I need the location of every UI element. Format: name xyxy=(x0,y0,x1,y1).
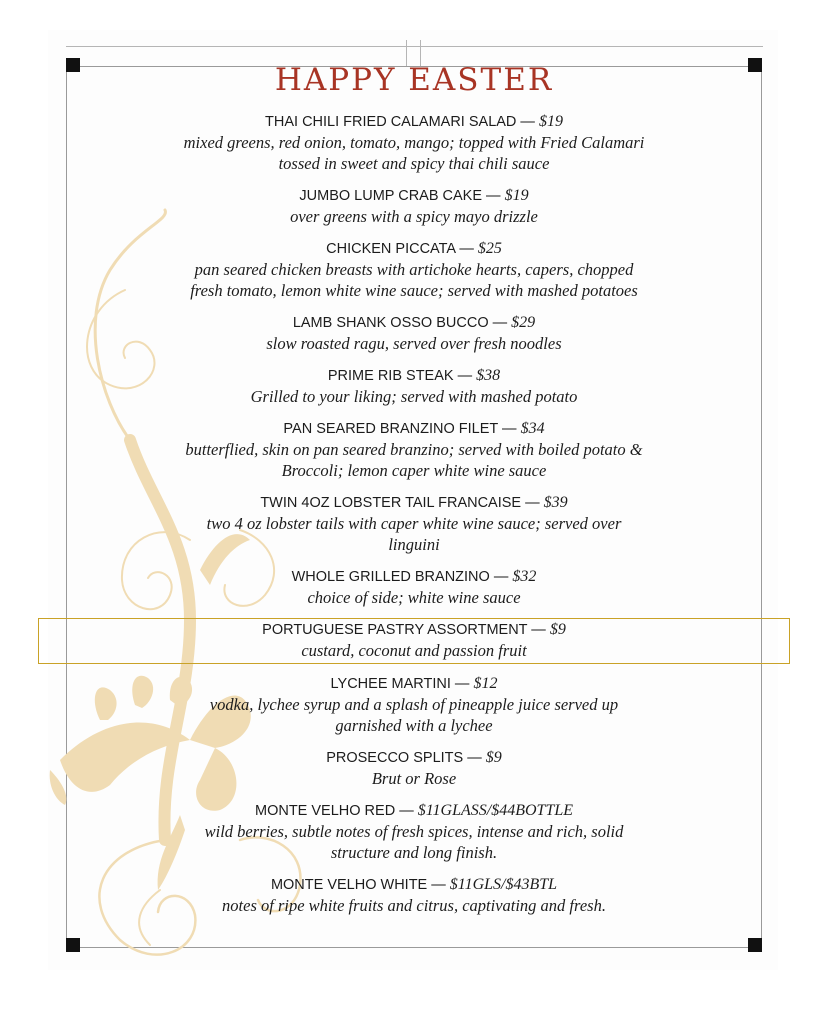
menu-item xyxy=(100,237,728,303)
menu-item-heading xyxy=(100,801,728,821)
menu-item xyxy=(100,873,728,918)
menu-item-price: $11GLS/$43BTL xyxy=(449,876,558,893)
menu-item-heading xyxy=(39,620,789,640)
menu-item xyxy=(100,110,728,176)
menu-item-price: $19 xyxy=(538,113,563,130)
menu-item-description: notes of ripe white fruits and citrus, captivating and fresh. xyxy=(222,896,606,915)
menu-item-price: $11GLASS/$44BOTTLE xyxy=(417,802,574,819)
menu-items-list xyxy=(100,110,728,918)
menu-item-price: $38 xyxy=(476,367,501,384)
menu-item-heading xyxy=(100,313,728,333)
menu-item-name: PROSECCO SPLITS — xyxy=(326,750,486,766)
menu-item-heading xyxy=(100,493,728,513)
menu-item-description: vodka, lychee syrup and a splash of pineapple juice served up xyxy=(209,695,619,714)
corner-marker-top-right xyxy=(748,58,762,72)
menu-item-description: butterflied, skin on pan seared branzino; served with boiled potato & xyxy=(185,440,643,459)
menu-item xyxy=(100,184,728,229)
menu-item-description: slow roasted ragu, served over fresh noodles xyxy=(266,334,562,353)
menu-item-description: fresh tomato, lemon white wine sauce; served with mashed potatoes xyxy=(190,281,638,300)
menu-item-name: JUMBO LUMP CRAB CAKE — xyxy=(299,188,505,204)
menu-item xyxy=(100,746,728,791)
menu-title: HAPPY EASTER xyxy=(274,62,554,98)
menu-item-name: TWIN 4OZ LOBSTER TAIL FRANCAISE — xyxy=(260,495,544,511)
menu-item xyxy=(100,491,728,557)
menu-item xyxy=(100,799,728,865)
menu-item-description: wild berries, subtle notes of fresh spices, intense and rich, solid xyxy=(204,822,624,841)
menu-item-name: MONTE VELHO RED — xyxy=(254,803,418,819)
menu-item-heading xyxy=(100,748,728,768)
menu-item-name: PORTUGUESE PASTRY ASSORTMENT — xyxy=(262,622,550,638)
menu-item-description: linguini xyxy=(388,535,440,554)
menu-item-name: CHICKEN PICCATA — xyxy=(326,241,478,257)
corner-marker-bottom-right xyxy=(748,938,762,952)
menu-item-price: $25 xyxy=(477,240,502,257)
menu-item-description: Grilled to your liking; served with mashed potato xyxy=(250,387,578,406)
menu-item xyxy=(38,618,790,664)
menu-item-price: $9 xyxy=(549,621,566,638)
menu-item-price: $29 xyxy=(511,314,536,331)
menu-item xyxy=(100,364,728,409)
menu-item-description: garnished with a lychee xyxy=(335,716,493,735)
menu-item-name: WHOLE GRILLED BRANZINO — xyxy=(291,569,513,585)
menu-item-price: $9 xyxy=(485,749,502,766)
menu-item-description: Brut or Rose xyxy=(371,769,457,788)
menu-item-price: $34 xyxy=(520,420,545,437)
menu-item-heading xyxy=(100,239,728,259)
menu-item-name: THAI CHILI FRIED CALAMARI SALAD — xyxy=(265,114,539,130)
menu-item-price: $39 xyxy=(543,494,568,511)
menu-item-heading xyxy=(100,875,728,895)
menu-item-description: pan seared chicken breasts with artichoke hearts, capers, chopped xyxy=(194,260,634,279)
menu-item-description: custard, coconut and passion fruit xyxy=(301,641,527,660)
menu-item-description: two 4 oz lobster tails with caper white wine sauce; served over xyxy=(206,514,622,533)
corner-marker-top-left xyxy=(66,58,80,72)
menu-item-description: Broccoli; lemon caper white wine sauce xyxy=(281,461,547,480)
menu-item xyxy=(100,311,728,356)
menu-item-heading xyxy=(100,186,728,206)
easter-menu xyxy=(100,60,728,926)
top-rule xyxy=(66,46,763,47)
menu-item-description: mixed greens, red onion, tomato, mango; topped with Fried Calamari xyxy=(183,133,645,152)
menu-item-description: choice of side; white wine sauce xyxy=(307,588,521,607)
menu-item-name: LYCHEE MARTINI — xyxy=(330,676,474,692)
menu-item-name: PAN SEARED BRANZINO FILET — xyxy=(283,421,521,437)
menu-item-price: $32 xyxy=(512,568,537,585)
menu-item-price: $19 xyxy=(504,187,529,204)
menu-item-name: LAMB SHANK OSSO BUCCO — xyxy=(292,315,512,331)
menu-item-heading xyxy=(100,567,728,587)
menu-item-heading xyxy=(100,674,728,694)
menu-item xyxy=(100,417,728,483)
menu-item-heading xyxy=(100,419,728,439)
menu-item-name: PRIME RIB STEAK — xyxy=(327,368,477,384)
menu-item-description: tossed in sweet and spicy thai chili sauce xyxy=(278,154,550,173)
menu-item xyxy=(100,672,728,738)
menu-item-description: structure and long finish. xyxy=(330,843,498,862)
menu-item-name: MONTE VELHO WHITE — xyxy=(270,877,450,893)
menu-item-description: over greens with a spicy mayo drizzle xyxy=(290,207,538,226)
menu-item-heading xyxy=(100,366,728,386)
menu-item xyxy=(100,565,728,610)
menu-item-price: $12 xyxy=(473,675,498,692)
menu-item-heading xyxy=(100,112,728,132)
